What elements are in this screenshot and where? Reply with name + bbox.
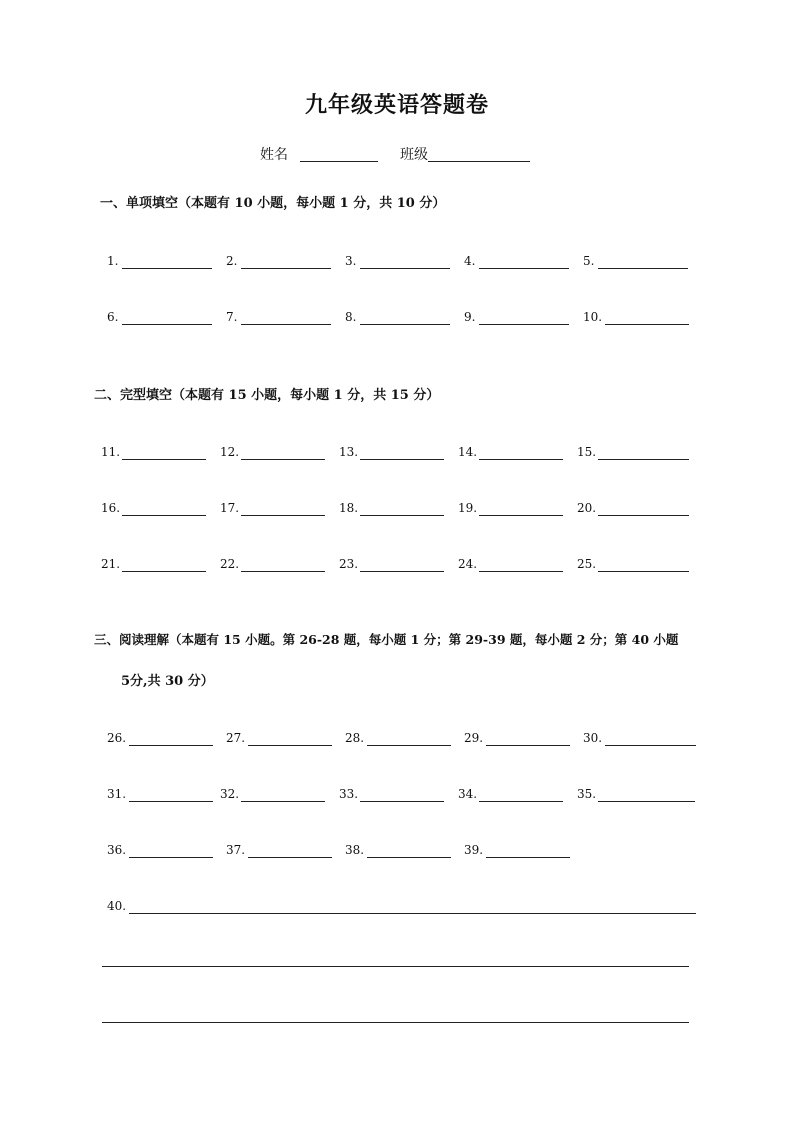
answer-number: 27.: [226, 731, 246, 745]
answer-40-line-2[interactable]: [102, 966, 689, 967]
answer-line[interactable]: [479, 459, 563, 460]
answer-number: 22.: [220, 557, 240, 571]
answer-number: 10.: [583, 310, 603, 324]
answer-line[interactable]: [479, 268, 569, 269]
answer-line[interactable]: [241, 571, 325, 572]
answer-number: 24.: [458, 557, 478, 571]
answer-line[interactable]: [129, 857, 213, 858]
answer-line[interactable]: [479, 801, 563, 802]
answer-line[interactable]: [122, 459, 206, 460]
answer-number: 25.: [577, 557, 597, 571]
answer-line[interactable]: [486, 857, 570, 858]
answer-40-line-3[interactable]: [102, 1022, 689, 1023]
answer-number: 35.: [577, 787, 597, 801]
section-2-heading: 二、完型填空（本题有 15 小题，每小题 1 分，共 15 分）: [94, 388, 440, 403]
answer-number: 38.: [345, 843, 365, 857]
answer-line[interactable]: [248, 745, 332, 746]
answer-number: 13.: [339, 445, 359, 459]
answer-number: 4.: [464, 254, 476, 268]
section-3-heading: 三、阅读理解（本题有 15 小题。第 26-28 题，每小题 1 分；第 29-39 题，每小题 2 分；第 40 小题: [94, 632, 679, 647]
answer-line[interactable]: [598, 801, 695, 802]
section-3-heading-cont: 5分,共 30 分）: [121, 674, 214, 689]
answer-number: 34.: [458, 787, 478, 801]
answer-line[interactable]: [360, 459, 444, 460]
answer-line[interactable]: [605, 745, 696, 746]
answer-number: 5.: [583, 254, 595, 268]
answer-line[interactable]: [598, 571, 689, 572]
answer-line[interactable]: [486, 745, 570, 746]
answer-number: 32.: [220, 787, 240, 801]
answer-number: 36.: [107, 843, 127, 857]
answer-number: 39.: [464, 843, 484, 857]
answer-number: 21.: [101, 557, 121, 571]
answer-number: 23.: [339, 557, 359, 571]
answer-number: 26.: [107, 731, 127, 745]
answer-line[interactable]: [360, 515, 444, 516]
answer-number: 1.: [107, 254, 119, 268]
class-field[interactable]: [428, 161, 530, 162]
answer-line[interactable]: [241, 801, 325, 802]
answer-number: 7.: [226, 310, 238, 324]
answer-line[interactable]: [122, 324, 212, 325]
answer-number: 28.: [345, 731, 365, 745]
answer-line[interactable]: [360, 571, 444, 572]
page-title: 九年级英语答题卷: [304, 92, 489, 118]
answer-line[interactable]: [129, 745, 213, 746]
answer-number: 30.: [583, 731, 603, 745]
answer-line[interactable]: [122, 515, 206, 516]
answer-line[interactable]: [360, 268, 450, 269]
answer-line[interactable]: [479, 324, 569, 325]
answer-line[interactable]: [241, 515, 325, 516]
answer-number: 6.: [107, 310, 119, 324]
answer-line[interactable]: [598, 515, 689, 516]
answer-line[interactable]: [248, 857, 332, 858]
answer-line[interactable]: [129, 801, 213, 802]
section-1-heading: 一、单项填空（本题有 10 小题，每小题 1 分，共 10 分）: [100, 196, 446, 211]
answer-line[interactable]: [367, 745, 451, 746]
answer-line[interactable]: [129, 913, 696, 914]
answer-line[interactable]: [598, 459, 689, 460]
answer-number: 9.: [464, 310, 476, 324]
answer-line[interactable]: [360, 801, 444, 802]
answer-line[interactable]: [360, 324, 450, 325]
answer-number: 12.: [220, 445, 240, 459]
answer-number: 15.: [577, 445, 597, 459]
answer-number: 14.: [458, 445, 478, 459]
answer-number: 29.: [464, 731, 484, 745]
answer-line[interactable]: [598, 268, 688, 269]
answer-number: 40.: [107, 899, 127, 913]
answer-number: 33.: [339, 787, 359, 801]
answer-line[interactable]: [605, 324, 689, 325]
answer-line[interactable]: [241, 459, 325, 460]
answer-number: 19.: [458, 501, 478, 515]
answer-number: 3.: [345, 254, 357, 268]
answer-number: 31.: [107, 787, 127, 801]
answer-line[interactable]: [241, 324, 331, 325]
name-field[interactable]: [300, 161, 378, 162]
name-label: 姓名: [260, 147, 288, 163]
answer-line[interactable]: [122, 268, 212, 269]
answer-line[interactable]: [241, 268, 331, 269]
answer-number: 37.: [226, 843, 246, 857]
answer-line[interactable]: [367, 857, 451, 858]
answer-line[interactable]: [479, 515, 563, 516]
answer-number: 16.: [101, 501, 121, 515]
answer-number: 17.: [220, 501, 240, 515]
answer-number: 8.: [345, 310, 357, 324]
answer-number: 20.: [577, 501, 597, 515]
answer-number: 18.: [339, 501, 359, 515]
answer-line[interactable]: [122, 571, 206, 572]
answer-number: 2.: [226, 254, 238, 268]
answer-line[interactable]: [479, 571, 563, 572]
answer-number: 11.: [101, 445, 121, 459]
class-label: 班级: [400, 147, 428, 163]
